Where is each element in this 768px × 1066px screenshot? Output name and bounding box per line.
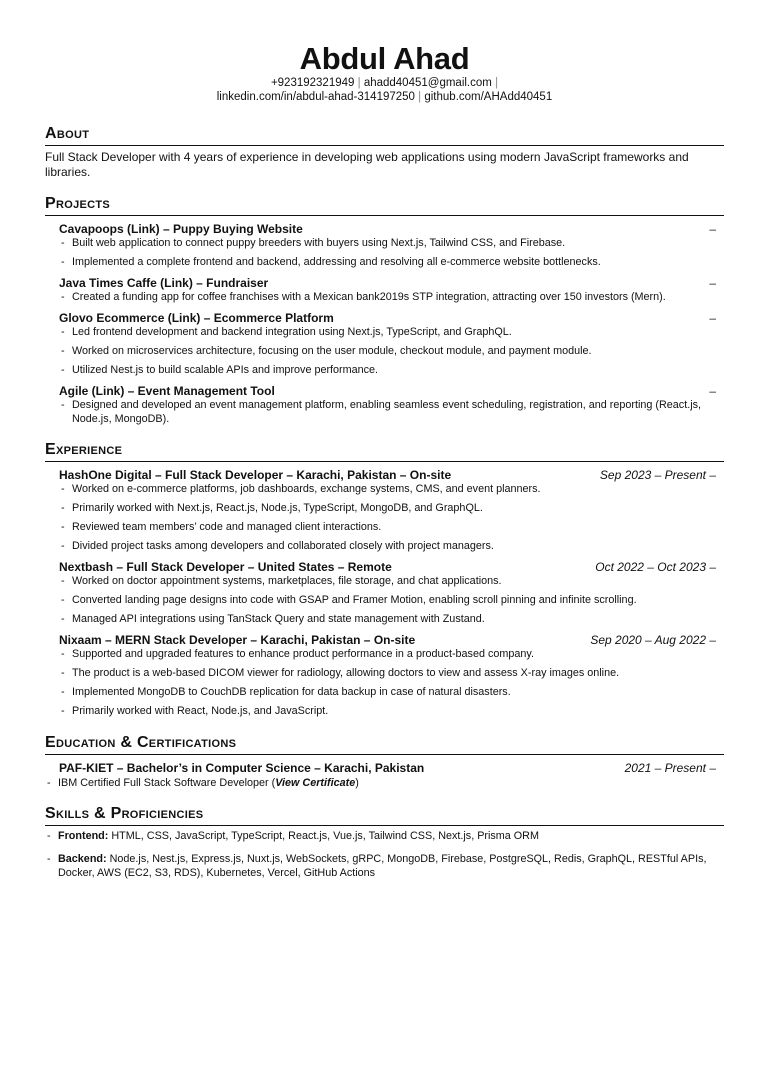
project-title[interactable]: Cavapoops (Link) – Puppy Buying Website xyxy=(59,222,303,236)
skill-text: Node.js, Nest.js, Express.js, Nuxt.js, WebSockets, gRPC, MongoDB, Firebase, PostgreSQL, Redis, GraphQL, RESTful APIs, Docker, AWS (EC2, S3, RDS), Kubernetes, Vercel, GitHub Actions xyxy=(58,853,707,879)
job-entry xyxy=(45,559,724,627)
resume-page xyxy=(0,42,768,1066)
separator: | xyxy=(357,77,361,89)
job-title: HashOne Digital – Full Stack Developer – Karachi, Pakistan – On-site xyxy=(59,468,452,482)
view-certificate-link[interactable]: View Certificate xyxy=(275,776,356,789)
job-date: Oct 2022 – Oct 2023 – xyxy=(595,560,716,574)
project-bullet: - Created a funding app for coffee franchises with a Mexican bank2019s STP integration, attracting over 150 investors (Mern). xyxy=(59,291,724,305)
education-heading: Education & Certifications xyxy=(45,733,724,755)
job-bullet: - Supported and upgraded features to enhance product performance in a product-based company. xyxy=(59,648,724,662)
github-link[interactable]: github.com/AHAdd40451 xyxy=(424,91,553,103)
job-bullet: - Primarily worked with React, Node.js, and JavaScript. xyxy=(59,705,724,719)
cert-name: IBM Certified Full Stack Software Developer ( xyxy=(58,776,276,789)
project-bullet: - Implemented a complete frontend and backend, addressing and resolving all e-commerce website bottlenecks. xyxy=(59,256,724,270)
job-bullet: - Managed API integrations using TanStack Query and state management with Zustand. xyxy=(59,613,724,627)
experience-heading: Experience xyxy=(45,440,724,462)
project-entry xyxy=(45,310,724,378)
project-bullet: - Utilized Nest.js to build scalable APIs and improve performance. xyxy=(59,364,724,378)
job-entry xyxy=(45,467,724,554)
email-link[interactable]: ahadd40451@gmail.com xyxy=(363,77,492,89)
project-entry xyxy=(45,275,724,305)
job-entry xyxy=(45,632,724,719)
project-title[interactable]: Agile (Link) – Event Management Tool xyxy=(59,384,275,398)
phone-number: +923192321949 xyxy=(270,77,355,89)
experience-section xyxy=(45,440,724,719)
project-date: – xyxy=(709,276,716,290)
about-section xyxy=(45,124,724,180)
job-bullet: - Worked on doctor appointment systems, marketplaces, file storage, and chat applications. xyxy=(59,575,724,589)
job-title: Nextbash – Full Stack Developer – United States – Remote xyxy=(59,560,392,574)
contact-line-2 xyxy=(45,90,724,104)
project-date: – xyxy=(709,311,716,325)
degree-date: 2021 – Present – xyxy=(624,760,716,775)
job-bullet: - Converted landing page designs into code with GSAP and Framer Motion, enabling scroll pinning and infinite scrolling. xyxy=(59,594,724,608)
project-bullet: - Built web application to connect puppy breeders with buyers using Next.js, Tailwind CSS, and Firebase. xyxy=(59,237,724,251)
job-bullet: - Reviewed team members’ code and managed client interactions. xyxy=(59,521,724,535)
project-bullet: - Led frontend development and backend integration using Next.js, TypeScript, and GraphQL. xyxy=(59,326,724,340)
skills-heading: Skills & Proficiencies xyxy=(45,804,724,826)
separator: | xyxy=(495,77,499,89)
certification-line xyxy=(45,776,724,790)
job-date: Sep 2023 – Present – xyxy=(599,468,716,482)
skill-text: HTML, CSS, JavaScript, TypeScript, React.js, Vue.js, Tailwind CSS, Next.js, Prisma ORM xyxy=(111,829,539,842)
project-bullet: - Worked on microservices architecture, focusing on the user module, checkout module, and payment module. xyxy=(59,345,724,359)
project-entry xyxy=(45,383,724,426)
cert-suffix: ) xyxy=(355,776,359,789)
project-entry xyxy=(45,221,724,270)
job-bullet: - Implemented MongoDB to CouchDB replication for data backup in case of natural disasters. xyxy=(59,686,724,700)
degree-title: PAF-KIET – Bachelor’s in Computer Science – Karachi, Pakistan xyxy=(59,760,425,775)
about-heading: About xyxy=(45,124,724,146)
projects-section xyxy=(45,194,724,426)
job-title: Nixaam – MERN Stack Developer – Karachi, Pakistan – On-site xyxy=(59,633,416,647)
education-entry xyxy=(45,760,724,776)
job-date: Sep 2020 – Aug 2022 – xyxy=(590,633,716,647)
projects-heading: Projects xyxy=(45,194,724,216)
skill-label: Backend: xyxy=(58,853,107,865)
job-bullet: - Divided project tasks among developers and collaborated closely with project managers. xyxy=(59,540,724,554)
skill-label: Frontend: xyxy=(58,829,109,842)
job-bullet: - The product is a web-based DICOM viewer for radiology, allowing doctors to view and assess X-ray images online. xyxy=(59,667,724,681)
education-section xyxy=(45,733,724,790)
project-title[interactable]: Glovo Ecommerce (Link) – Ecommerce Platform xyxy=(59,311,334,325)
project-date: – xyxy=(709,222,716,236)
skill-item-frontend xyxy=(45,830,724,844)
project-bullet: - Designed and developed an event management platform, enabling seamless event scheduling, registration, and reporting (React.js, Node.js, MongoDB). xyxy=(59,399,724,426)
job-bullet: - Primarily worked with Next.js, React.js, Node.js, TypeScript, MongoDB, and GraphQL. xyxy=(59,502,724,516)
skills-section xyxy=(45,804,724,881)
job-bullet: - Worked on e-commerce platforms, job dashboards, exchange systems, CMS, and event planners. xyxy=(59,483,724,497)
candidate-name: Abdul Ahad xyxy=(299,41,470,76)
project-date: – xyxy=(709,384,716,398)
separator: | xyxy=(418,91,422,103)
about-text: Full Stack Developer with 4 years of experience in developing web applications using modern JavaScript frameworks and libraries. xyxy=(45,150,689,179)
linkedin-link[interactable]: linkedin.com/in/abdul-ahad-314197250 xyxy=(216,91,415,103)
skill-item-backend xyxy=(45,853,724,880)
project-title[interactable]: Java Times Caffe (Link) – Fundraiser xyxy=(59,276,269,290)
contact-line-1 xyxy=(45,76,724,90)
